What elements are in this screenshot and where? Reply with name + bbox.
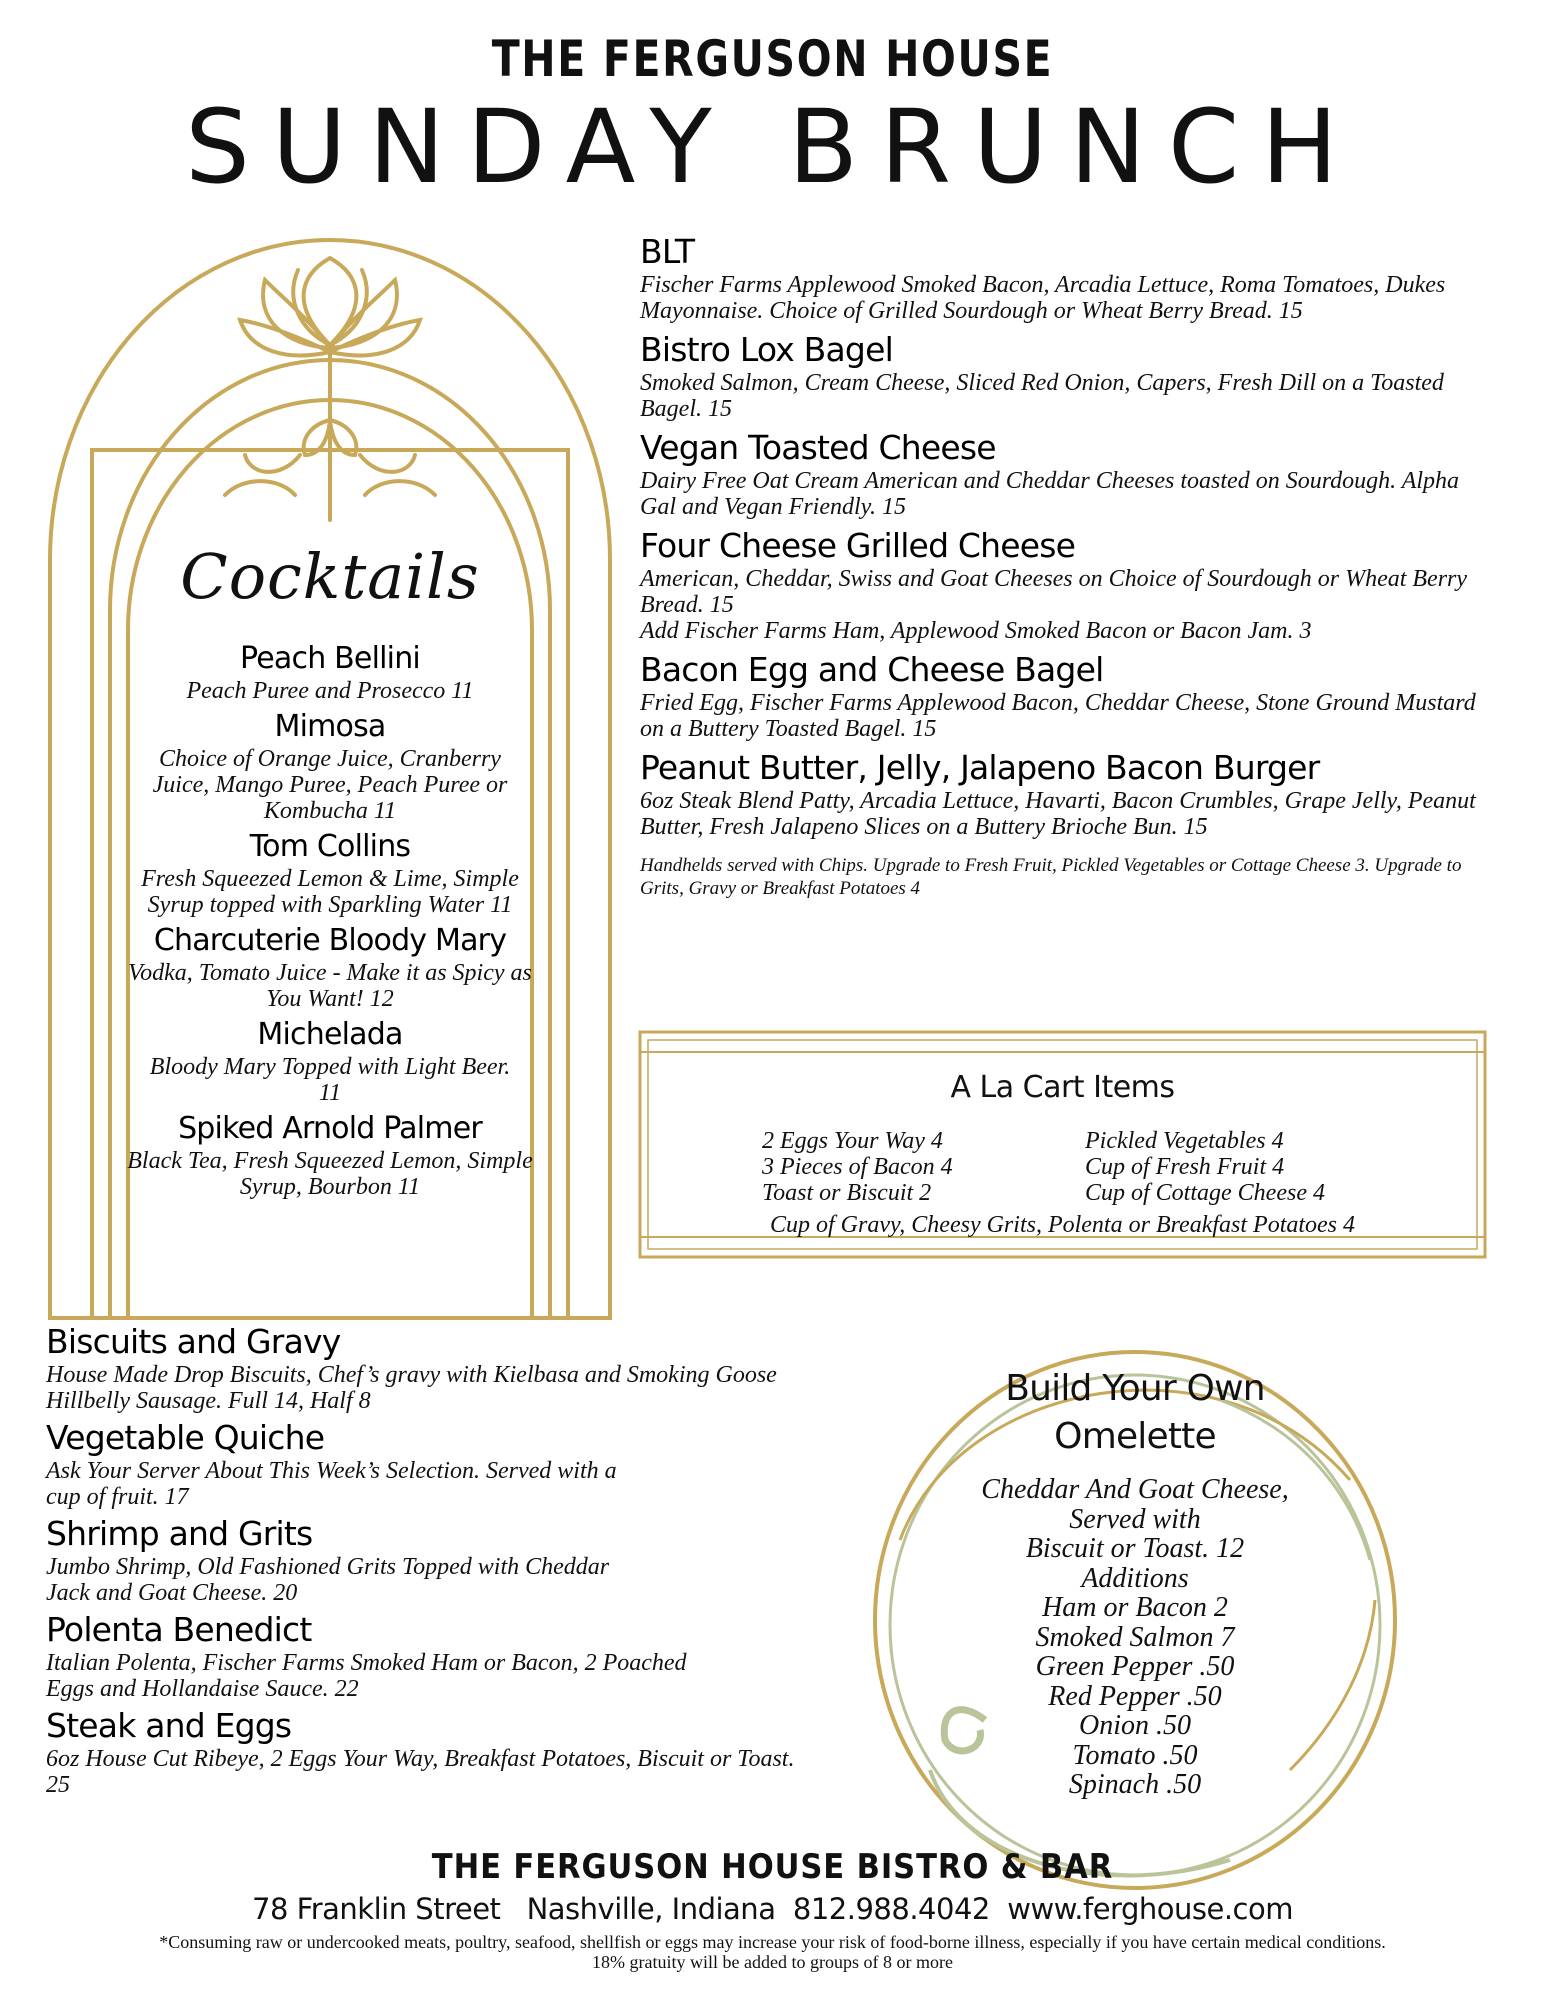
disclaimer-text: *Consuming raw or undercooked meats, poultry, seafood, shellfish or eggs may increase your risk of food-borne illness, especially if you have certain medical conditions.	[159, 1932, 1386, 1952]
menu-item	[46, 1418, 806, 1510]
cocktail-description: Vodka, Tomato Juice - Make it as Spicy as You Want! 12	[128, 960, 532, 1012]
item-name: Peanut Butter, Jelly, Jalapeno Bacon Burger	[640, 748, 1320, 787]
item-description: Fischer Farms Applewood Smoked Bacon, Arcadia Lettuce, Roma Tomatoes, Dukes Mayonnaise. Choice of Grilled Sourdough or Wheat Berry Bread. 15	[640, 272, 1446, 324]
cocktail-description: Peach Puree and Prosecco 11	[186, 678, 474, 704]
cocktail-name: Peach Bellini	[240, 641, 420, 676]
item-description: Jumbo Shrimp, Old Fashioned Grits Topped with Cheddar Jack and Goat Cheese. 20	[46, 1554, 610, 1606]
omelette-line: Biscuit or Toast. 12	[1025, 1533, 1245, 1564]
omelette-details	[940, 1475, 1330, 1800]
omelette-title: Omelette	[1054, 1416, 1216, 1457]
omelette-line: Additions	[1081, 1562, 1189, 1594]
menu-item	[640, 428, 1500, 520]
item-name: Shrimp and Grits	[46, 1514, 313, 1553]
item-addon: Add Fischer Farms Ham, Applewood Smoked Bacon or Bacon Jam. 3	[640, 618, 1312, 644]
item-description: American, Cheddar, Swiss and Goat Cheeses on Choice of Sourdough or Wheat Berry Bread. 15	[640, 566, 1468, 618]
item-name: Four Cheese Grilled Cheese	[640, 526, 1076, 565]
cocktail-item	[110, 1016, 550, 1106]
alacart-section	[640, 1032, 1485, 1257]
omelette-line: Smoked Salmon 7	[1035, 1621, 1235, 1653]
cocktail-item	[110, 1110, 550, 1200]
item-description: Dairy Free Oat Cream American and Cheddar Cheeses toasted on Sourdough. Alpha Gal and Vegan Friendly. 15	[640, 468, 1460, 520]
alacart-item: Cup of Fresh Fruit 4	[1085, 1154, 1285, 1180]
cocktail-description: Black Tea, Fresh Squeezed Lemon, Simple Syrup, Bourbon 11	[127, 1148, 533, 1200]
item-description: 6oz Steak Blend Patty, Arcadia Lettuce, Havarti, Bacon Crumbles, Grape Jelly, Peanut Butter, Fresh Jalapeno Slices on a Buttery Brioche Bun. 15	[640, 788, 1476, 840]
footer-name: THE FERGUSON HOUSE BISTRO & BAR	[431, 1847, 1114, 1887]
lotus-icon	[225, 258, 435, 520]
omelette-title: Build Your Own	[1005, 1368, 1265, 1409]
cocktail-name: Michelada	[257, 1017, 403, 1052]
item-name: Vegan Toasted Cheese	[640, 428, 996, 467]
alacart-item: 3 Pieces of Bacon 4	[762, 1154, 953, 1180]
menu-item	[46, 1514, 806, 1606]
alacart-item: Pickled Vegetables 4	[1085, 1128, 1284, 1154]
item-name: Biscuits and Gravy	[46, 1322, 341, 1361]
alacart-item: Cup of Cottage Cheese 4	[1085, 1180, 1325, 1206]
item-description: Smoked Salmon, Cream Cheese, Sliced Red Onion, Capers, Fresh Dill on a Toasted Bagel. 15	[640, 370, 1444, 422]
cocktails-heading: Cocktails	[180, 540, 480, 613]
item-name: BLT	[640, 232, 695, 271]
menu-item	[640, 526, 1500, 644]
plates-section	[46, 1322, 806, 1802]
item-description: 6oz House Cut Ribeye, 2 Eggs Your Way, Breakfast Potatoes, Biscuit or Toast. 25	[46, 1746, 795, 1798]
cocktail-description: Fresh Squeezed Lemon & Lime, Simple Syrup topped with Sparkling Water 11	[141, 866, 519, 918]
item-description: House Made Drop Biscuits, Chef’s gravy with Kielbasa and Smoking Goose Hillbelly Sausage. Full 14, Half 8	[46, 1362, 777, 1414]
cocktail-item	[110, 640, 550, 704]
handhelds-note: Handhelds served with Chips. Upgrade to Fresh Fruit, Pickled Vegetables or Cottage Cheese 3. Upgrade to Grits, Gravy or Breakfast Potatoes 4	[640, 855, 1462, 899]
item-name: Polenta Benedict	[46, 1610, 312, 1649]
menu-item	[46, 1322, 806, 1414]
item-description: Italian Polenta, Fischer Farms Smoked Ham or Bacon, 2 Poached Eggs and Hollandaise Sauce. 22	[46, 1650, 687, 1702]
restaurant-name: THE FERGUSON HOUSE	[491, 30, 1054, 88]
menu-item	[640, 650, 1500, 742]
omelette-line: Onion .50	[1079, 1710, 1191, 1741]
cocktail-name: Spiked Arnold Palmer	[178, 1111, 482, 1146]
item-description: Ask Your Server About This Week’s Selection. Served with a cup of fruit. 17	[46, 1458, 617, 1510]
item-name: Steak and Eggs	[46, 1706, 292, 1745]
gratuity-text: 18% gratuity will be added to groups of 8 or more	[592, 1952, 953, 1972]
omelette-line: Green Pepper .50	[1035, 1651, 1235, 1682]
menu-item	[640, 232, 1500, 324]
handhelds-section	[640, 232, 1500, 900]
footer-address: 78 Franklin Street Nashville, Indiana 812.988.4042 www.ferghouse.com	[252, 1892, 1293, 1926]
cocktail-description: Bloody Mary Topped with Light Beer. 11	[149, 1054, 511, 1106]
menu-item	[46, 1706, 806, 1798]
cocktail-name: Tom Collins	[249, 829, 411, 864]
item-name: Vegetable Quiche	[46, 1418, 325, 1457]
cocktail-name: Mimosa	[274, 709, 386, 744]
omelette-line: Tomato .50	[1072, 1739, 1198, 1771]
omelette-line: Ham or Bacon 2	[1042, 1592, 1228, 1623]
item-name: Bacon Egg and Cheese Bagel	[640, 650, 1104, 689]
omelette-line: Cheddar And Goat Cheese,	[981, 1474, 1289, 1505]
omelette-line: Served with	[1069, 1503, 1201, 1535]
menu-item	[640, 330, 1500, 422]
omelette-line: Spinach .50	[1068, 1769, 1202, 1800]
cocktail-item	[110, 828, 550, 918]
alacart-item: Toast or Biscuit 2	[762, 1180, 932, 1206]
cocktail-name: Charcuterie Bloody Mary	[153, 923, 507, 958]
alacart-list-right	[1085, 1128, 1325, 1206]
alacart-list-left	[762, 1128, 953, 1206]
alacart-item: 2 Eggs Your Way 4	[762, 1128, 943, 1154]
cocktail-description: Choice of Orange Juice, Cranberry Juice, Mango Puree, Peach Puree or Kombucha 11	[152, 746, 508, 824]
page-title: SUNDAY BRUNCH	[185, 88, 1360, 207]
menu-item	[46, 1610, 806, 1702]
footer-disclaimer	[0, 1932, 1545, 1972]
item-description: Fried Egg, Fischer Farms Applewood Bacon, Cheddar Cheese, Stone Ground Mustard on a Buttery Toasted Bagel. 15	[640, 690, 1476, 742]
omelette-section	[940, 1365, 1330, 1800]
alacart-extra: Cup of Gravy, Cheesy Grits, Polenta or Breakfast Potatoes 4	[769, 1212, 1356, 1238]
cocktails-section	[110, 640, 550, 1204]
omelette-line: Red Pepper .50	[1048, 1680, 1222, 1712]
cocktail-item	[110, 708, 550, 824]
cocktail-item	[110, 922, 550, 1012]
menu-item	[640, 748, 1500, 840]
alacart-title: A La Cart Items	[950, 1070, 1175, 1105]
item-name: Bistro Lox Bagel	[640, 330, 893, 369]
